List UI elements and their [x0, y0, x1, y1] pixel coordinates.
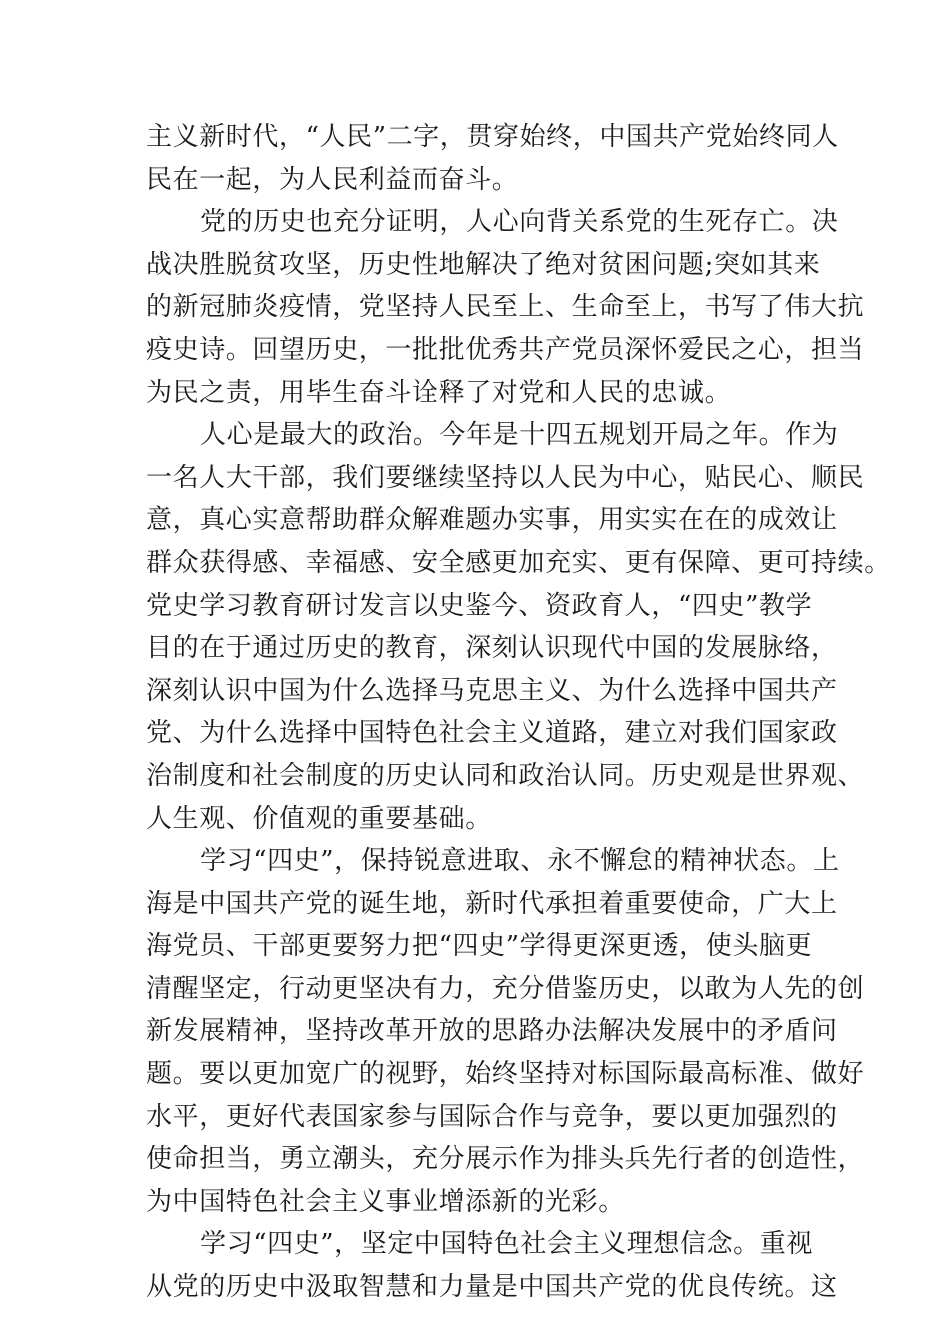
text-line: 为中国特色社会主义事业增添新的光彩。	[146, 1186, 625, 1217]
text-line: 深刻认识中国为什么选择马克思主义、为什么选择中国共产	[146, 675, 838, 706]
text-line: 人生观、价值观的重要基础。	[146, 803, 492, 834]
paragraph	[146, 840, 865, 1223]
text-line: 学习“四史”，保持锐意进取、永不懈怠的精神状态。上	[200, 846, 840, 877]
text-line: 海党员、干部更要努力把“四史”学得更深更透，使头脑更	[146, 931, 813, 962]
paragraph	[146, 414, 891, 840]
body-text	[146, 116, 891, 1309]
text-line: 题。要以更加宽广的视野，始终坚持对标国际最高标准、做好	[146, 1059, 865, 1090]
text-line: 新发展精神，坚持改革开放的思路办法解决发展中的矛盾问	[146, 1016, 838, 1047]
text-line: 党史学习教育研讨发言以史鉴今、资政育人，“四史”教学	[146, 590, 813, 621]
text-line: 人心是最大的政治。今年是十四五规划开局之年。作为	[200, 420, 839, 451]
text-line: 从党的历史中汲取智慧和力量是中国共产党的优良传统。这	[146, 1272, 838, 1303]
text-line: 党的历史也充分证明，人心向背关系党的生死存亡。决	[200, 207, 839, 238]
text-line: 海是中国共产党的诞生地，新时代承担着重要使命，广大上	[146, 888, 838, 919]
text-line: 主义新时代，“人民”二字，贯穿始终，中国共产党始终同人	[146, 122, 839, 152]
text-line: 使命担当，勇立潮头，充分展示作为排头兵先行者的创造性，	[146, 1144, 865, 1175]
paragraph	[146, 1223, 838, 1308]
text-line: 目的在于通过历史的教育，深刻认识现代中国的发展脉络，	[146, 633, 838, 664]
text-line: 学习“四史”，坚定中国特色社会主义理想信念。重视	[200, 1229, 813, 1260]
text-line: 清醒坚定，行动更坚决有力，充分借鉴历史，以敢为人先的创	[146, 973, 865, 1004]
text-line: 群众获得感、幸福感、安全感更加充实、更有保障、更可持续。	[146, 547, 891, 578]
text-line: 党、为什么选择中国特色社会主义道路，建立对我们国家政	[146, 718, 838, 749]
text-line: 治制度和社会制度的历史认同和政治认同。历史观是世界观、	[146, 760, 865, 791]
text-line: 疫史诗。回望历史，一批批优秀共产党员深怀爱民之心，担当	[146, 334, 865, 365]
text-line: 为民之责，用毕生奋斗诠释了对党和人民的忠诚。	[146, 377, 732, 408]
text-line: 意，真心实意帮助群众解难题办实事，用实实在在的成效让	[146, 505, 838, 536]
text-line: 水平，更好代表国家参与国际合作与竞争，要以更加强烈的	[146, 1101, 838, 1132]
text-line: 民在一起，为人民利益而奋斗。	[146, 164, 519, 195]
text-line: 战决胜脱贫攻坚，历史性地解决了绝对贫困问题;突如其来	[146, 249, 821, 280]
text-line: 一名人大干部，我们要继续坚持以人民为中心，贴民心、顺民	[146, 462, 865, 493]
paragraph	[146, 116, 839, 201]
paragraph	[146, 201, 865, 414]
text-line: 的新冠肺炎疫情，党坚持人民至上、生命至上，书写了伟大抗	[146, 292, 865, 323]
